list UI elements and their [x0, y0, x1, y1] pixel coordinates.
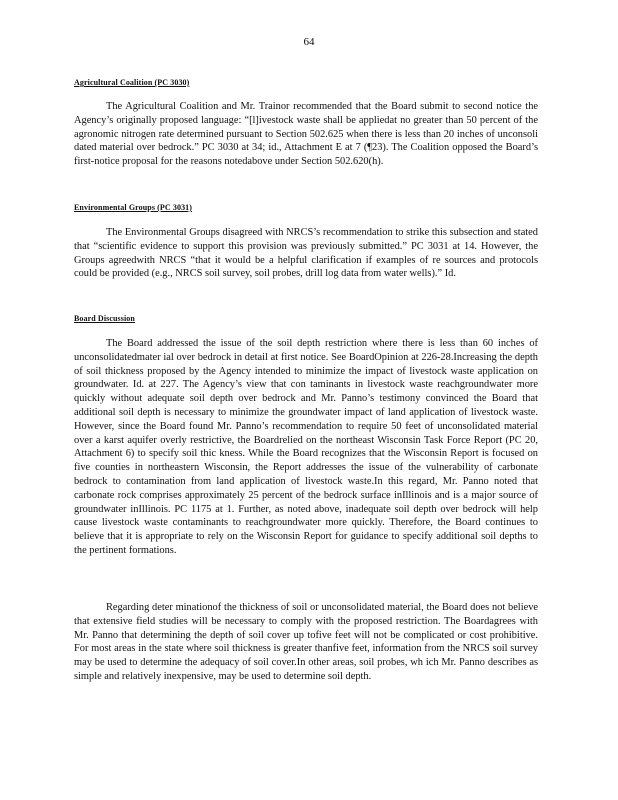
- paragraph-board-discussion-2: Regarding deter minationof the thickness of soil or unconsolidated material, the Board does not believe that extensive field studies will be necessary to comply with the proposed restriction. The Boardagrees with Mr. Panno that determining the depth of soil cover up tofive feet will not be complicated or cost prohibitive. For most areas in the state where soil thickness is greater thanfive feet, information from the NRCS soil survey may be used to determine the adequacy of soil cover.In other areas, soil probes, wh ich Mr. Panno describes as simple and relatively inexpensive, may be used to determine soil depth.: [74, 602, 538, 682]
- paragraph-agricultural-coalition: The Agricultural Coalition and Mr. Trainor recommended that the Board submit to second notice the Agency’s originally proposed language: “[l]ivestock waste shall be appliedat no greater than 50 percent of the agronomic nitrogen rate determined pursuant to Section 502.625 when there is less than 20 inches of unconsoli dated material over bedrock.” PC 3030 at 34; id., Attachment E at 7 (¶23). The Coalition opposed the Board’s first-notice proposal for the reasons notedabove under Section 502.620(h).: [74, 101, 538, 168]
- page-number: 64: [303, 36, 315, 48]
- section-heading-environmental-groups: Environmental Groups (PC 3031): [74, 203, 193, 212]
- paragraph-board-discussion-1: The Board addressed the issue of the soil depth restriction where there is less than 60 inches of unconsolidatedmater ial over bedrock in detail at first notice. See BoardOpinion at 226-28.Increasing the depth of soil thickness proposed by the Agency intended to minimize the impact of livestock waste application on groundwater. Id. at 227. The Agency’s view that con taminants in livestock waste reachgroundwater more quickly without adequate soil depth over bedrock and Mr. Panno’s testimony convinced the Board that additional soil depth is necessary to minimize the groundwater impact of land application of livestock waste. However, since the Board found Mr. Panno’s recommendation to require 50 feet of unconsolidated material over a karst aquifer overly restrictive, the Boardrelied on the northeast Wisconsin Task Force Report (PC 20, Attachment 6) to specify soil thic kness. While the Board recognizes that the Wisconsin Report is focused on five counties in northeastern Wisconsin, the Report addresses the issue of the vulnerability of carbonate bedrock to contamination from land application of livestock waste.In this regard, Mr. Panno noted that carbonate rock comprises approximately 25 percent of the bedrock surface inIllinois and is a major source of groundwater inIllinois. PC 1175 at 1. Further, as noted above, inadequate soil depth over bedrock will help cause livestock waste contaminants to reachgroundwater more quickly. Therefore, the Board continues to believe that it is appropriate to rely on the Wisconsin Report for guidance to specify additional soil depths to the pertinent formations.: [74, 338, 538, 556]
- section-heading-board-discussion: Board Discussion: [74, 314, 135, 323]
- paragraph-environmental-groups: The Environmental Groups disagreed with NRCS’s recommendation to strike this subsection and stated that “scientific evidence to support this provision was previously submitted.” PC 3031 at 14. However, the Groups agreedwith NRCS “that it would be a helpful clarification if examples of re sources and protocols could be provided (e.g., NRCS soil survey, soil probes, drill log data from water wells).” Id.: [74, 227, 538, 280]
- section-heading-agricultural-coalition: Agricultural Coalition (PC 3030): [74, 78, 190, 87]
